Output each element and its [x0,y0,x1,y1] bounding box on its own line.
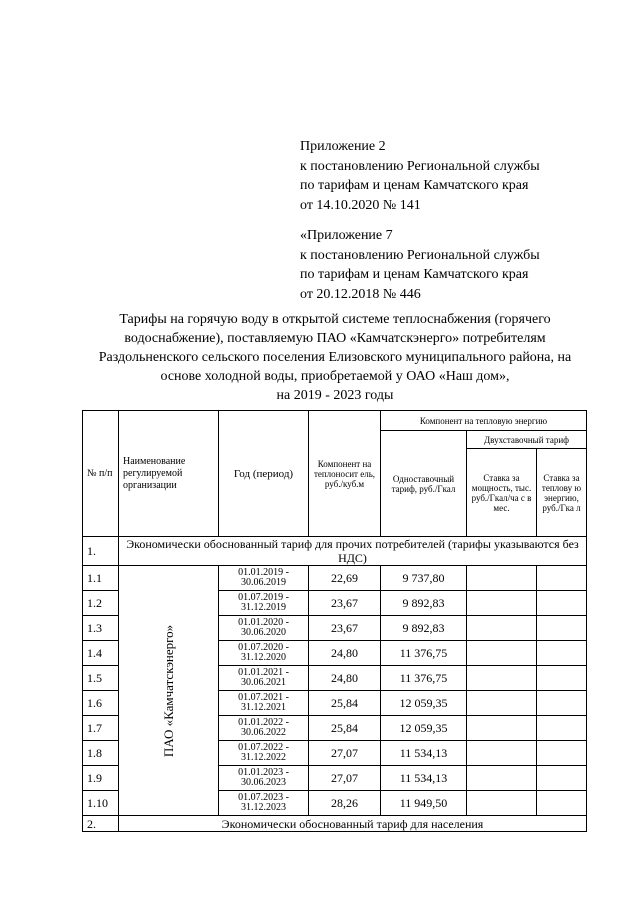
row-capacity-rate [467,641,537,666]
row-period: 01.01.2022 - 30.06.2022 [219,716,309,741]
row-capacity-rate [467,591,537,616]
row-period: 01.07.2019 - 31.12.2019 [219,591,309,616]
row-capacity-rate [467,666,537,691]
section2-num: 2. [83,816,119,832]
title-line1: Тарифы на горячую воду в открытой системе теплоснабжения (горячего [119,312,551,327]
row-heat-rate [537,616,587,641]
row-water-component: 23,67 [309,591,381,616]
row-water-component: 24,80 [309,666,381,691]
row-period: 01.01.2021 - 30.06.2021 [219,666,309,691]
row-num: 1.3 [83,616,119,641]
row-num: 1.5 [83,666,119,691]
row-period: 01.07.2023 - 31.12.2023 [219,791,309,816]
title-line3: Раздольненского сельского поселения Елизовского муниципального района, на [98,350,572,365]
section2-row [83,816,587,832]
header-heat-rate: Ставка за теплову ю энергию, руб./Гка л [537,449,587,537]
row-single-rate: 11 376,75 [381,666,467,691]
title-line5: на 2019 - 2023 годы [276,388,394,403]
row-capacity-rate [467,691,537,716]
row-num: 1.2 [83,591,119,616]
row-heat-rate [537,591,587,616]
row-num: 1.10 [83,791,119,816]
organization-name: ПАО «Камчатскэнерго» [160,624,176,757]
row-heat-rate [537,691,587,716]
section1-num: 1. [83,537,119,566]
header-org: Наименование регулируемой организации [119,411,219,537]
row-heat-rate [537,791,587,816]
row-single-rate: 11 376,75 [381,641,467,666]
header-two-rate: Двухставочный тариф [467,431,587,449]
row-single-rate: 11 534,13 [381,741,467,766]
row-num: 1.1 [83,566,119,591]
row-heat-rate [537,741,587,766]
row-single-rate: 9 892,83 [381,591,467,616]
row-water-component: 23,67 [309,616,381,641]
row-heat-rate [537,666,587,691]
row-period: 01.01.2020 - 30.06.2020 [219,616,309,641]
row-capacity-rate [467,566,537,591]
row-period: 01.01.2023 - 30.06.2023 [219,766,309,791]
appendix-7-line4: от 20.12.2018 № 446 [300,286,421,302]
appendix-7-line1: «Приложение 7 [300,228,393,243]
row-capacity-rate [467,616,537,641]
appendix-7-header [300,226,540,304]
header-component-heat: Компонент на тепловую энергию [381,411,587,431]
header-single-rate: Одноставочный тариф, руб./Гкал [381,431,467,537]
appendix-2-line3: по тарифам и ценам Камчатского края [300,178,529,193]
row-heat-rate [537,716,587,741]
row-period: 01.01.2019 - 30.06.2019 [219,566,309,591]
row-water-component: 27,07 [309,741,381,766]
row-single-rate: 9 892,83 [381,616,467,641]
appendix-2-line1: Приложение 2 [300,139,386,154]
row-num: 1.4 [83,641,119,666]
row-period: 01.07.2021 - 31.12.2021 [219,691,309,716]
row-single-rate: 12 059,35 [381,691,467,716]
row-heat-rate [537,566,587,591]
row-num: 1.8 [83,741,119,766]
section1-label: Экономически обоснованный тариф для прочих потребителей (тарифы указываются без НДС) [119,537,587,566]
row-water-component: 22,69 [309,566,381,591]
row-num: 1.9 [83,766,119,791]
header-component-water: Компонент на теплоносит ель, руб./куб.м [309,411,381,537]
row-water-component: 25,84 [309,691,381,716]
appendix-2-line4: от 14.10.2020 № 141 [300,197,421,213]
row-capacity-rate [467,741,537,766]
row-heat-rate [537,641,587,666]
row-water-component: 28,26 [309,791,381,816]
row-single-rate: 11 534,13 [381,766,467,791]
row-water-component: 24,80 [309,641,381,666]
row-single-rate: 12 059,35 [381,716,467,741]
row-heat-rate [537,766,587,791]
title-line2: водоснабжение), поставляемую ПАО «Камчатскэнерго» потребителям [124,331,546,346]
appendix-7-line3: по тарифам и ценам Камчатского края [300,267,529,282]
section2-label: Экономически обоснованный тариф для населения [119,816,587,832]
header-period: Год (период) [219,411,309,537]
appendix-2-header [300,137,540,215]
appendix-2-line2: к постановлению Региональной службы [300,158,540,174]
table-row [83,566,587,591]
document-title [70,310,600,405]
row-period: 01.07.2020 - 31.12.2020 [219,641,309,666]
organization-cell [119,566,219,816]
row-single-rate: 9 737,80 [381,566,467,591]
row-period: 01.07.2022 - 31.12.2022 [219,741,309,766]
row-water-component: 25,84 [309,716,381,741]
tariffs-table [82,410,587,832]
row-water-component: 27,07 [309,766,381,791]
header-capacity-rate: Ставка за мощность, тыс. руб./Гкал/ча с в мес. [467,449,537,537]
header-num: № п/п [83,411,119,537]
row-single-rate: 11 949,50 [381,791,467,816]
row-num: 1.7 [83,716,119,741]
title-line4: основе холодной воды, приобретаемой у ОАО «Наш дом», [160,369,510,384]
row-capacity-rate [467,791,537,816]
row-capacity-rate [467,716,537,741]
row-capacity-rate [467,766,537,791]
appendix-7-line2: к постановлению Региональной службы [300,247,540,263]
row-num: 1.6 [83,691,119,716]
